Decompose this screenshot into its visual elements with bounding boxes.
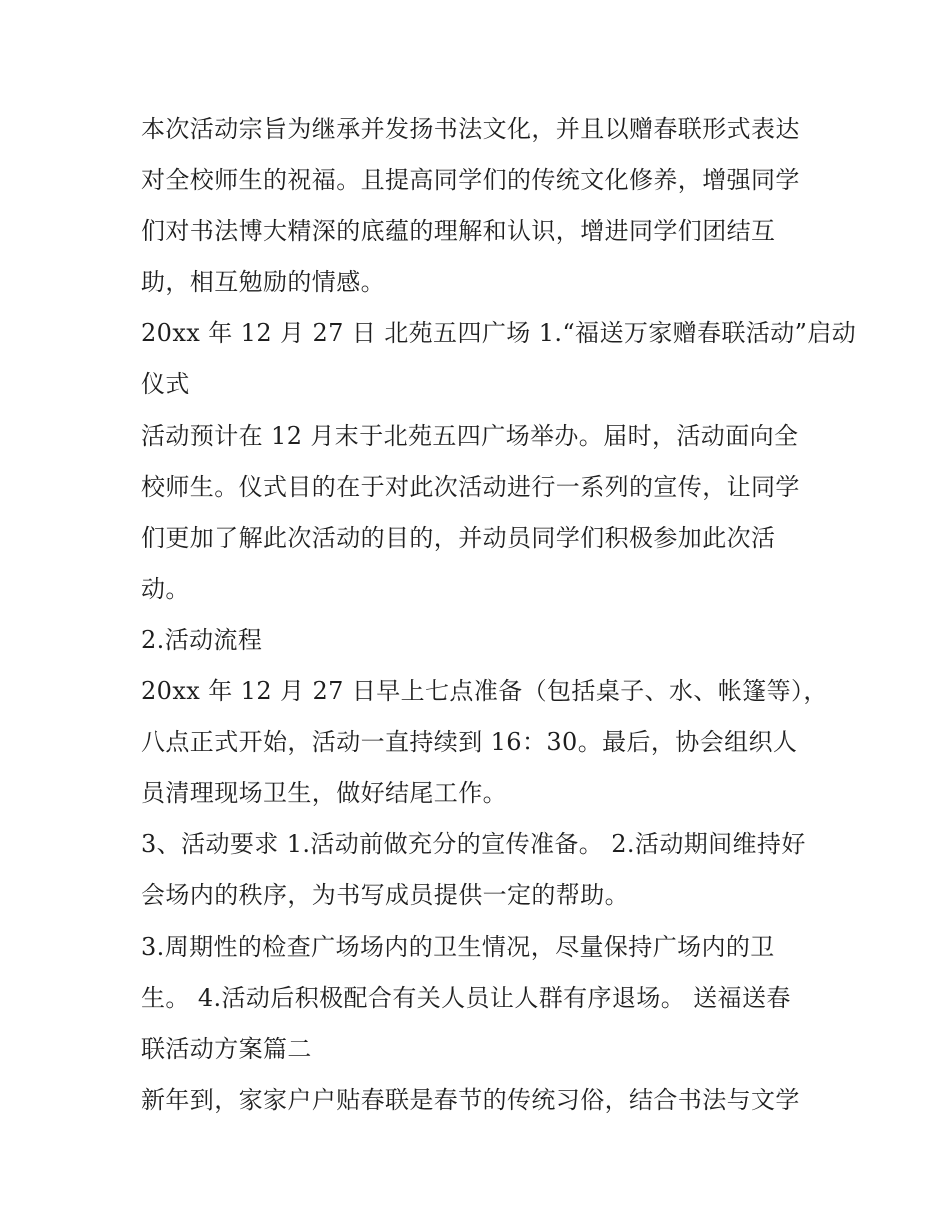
text-line: 3.周期性的检查广场场内的卫生情况，尽量保持广场内的卫 <box>141 932 775 961</box>
text-line: 员清理现场卫生，做好结尾工作。 <box>141 779 507 808</box>
text-line: 们对书法博大精深的底蕴的理解和认识，增进同学们团结互 <box>141 217 776 246</box>
document-body <box>141 104 857 1126</box>
text-line: 20xx 年 12 月 27 日 北苑五四广场 1.“福送万家赠春联活动”启动 <box>141 319 857 348</box>
text-line: 校师生。仪式目的在于对此次活动进行一系列的宣传，让同学 <box>141 472 800 501</box>
text-line: 仪式 <box>141 370 190 399</box>
text-line: 动。 <box>141 574 190 603</box>
text-line: 活动预计在 12 月末于北苑五四广场举办。届时，活动面向全 <box>141 421 799 450</box>
text-line: 生。 4.活动后积极配合有关人员让人群有序退场。 送福送春 <box>141 983 791 1012</box>
text-line: 助，相互勉励的情感。 <box>141 268 385 297</box>
section-heading: 联活动方案篇二 <box>141 1034 312 1063</box>
text-line: 会场内的秩序，为书写成员提供一定的帮助。 <box>141 881 629 910</box>
text-line: 本次活动宗旨为继承并发扬书法文化，并且以赠春联形式表达 <box>141 115 800 143</box>
text-line: 对全校师生的祝福。且提高同学们的传统文化修养，增强同学 <box>141 166 800 195</box>
text-line: 新年到，家家户户贴春联是春节的传统习俗，结合书法与文学 <box>141 1085 800 1114</box>
section-heading: 2.活动流程 <box>141 625 263 654</box>
text-line: 八点正式开始，活动一直持续到 16：30。最后，协会组织人 <box>141 728 798 757</box>
text-line: 3、活动要求 1.活动前做充分的宣传准备。 2.活动期间维持好 <box>141 830 806 859</box>
text-line: 20xx 年 12 月 27 日早上七点准备（包括桌子、水、帐篷等）， <box>141 677 828 706</box>
text-line: 们更加了解此次活动的目的，并动员同学们积极参加此次活 <box>141 523 776 552</box>
